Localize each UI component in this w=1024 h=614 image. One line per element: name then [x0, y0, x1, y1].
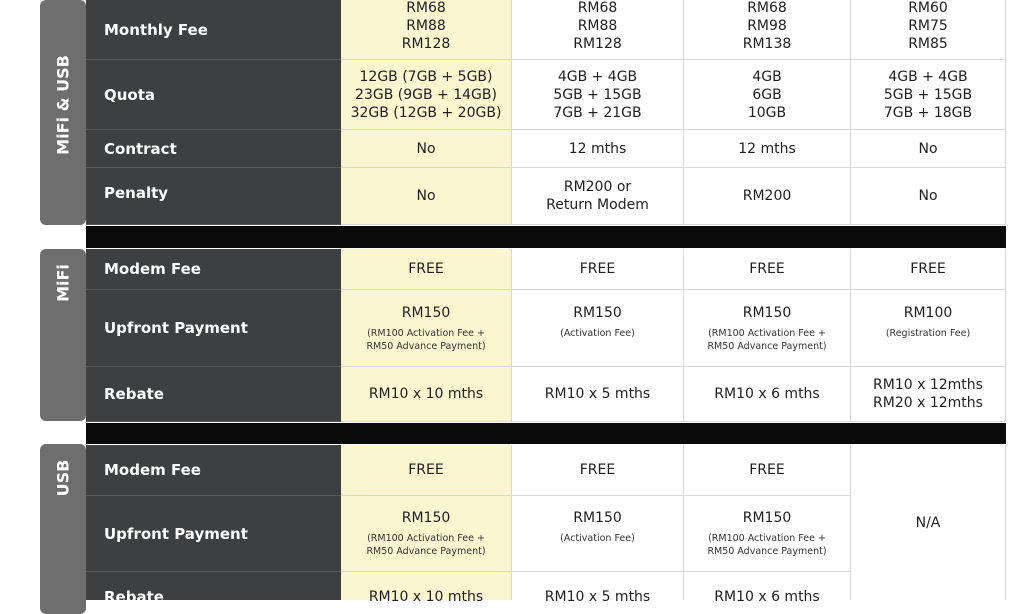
cell-line: RM150	[401, 304, 451, 321]
cell-line: FREE	[749, 261, 785, 277]
cell-line: RM10 x 6 mths	[714, 589, 820, 605]
cell-note	[707, 532, 826, 558]
cell-quota-plan1	[341, 60, 512, 130]
cell-note: (Registration Fee)	[885, 327, 971, 339]
row-label-rebate	[86, 367, 341, 422]
row-label-text: Upfront Payment	[104, 319, 248, 337]
cell-usb-rebate-plan3	[684, 572, 851, 605]
cell-usb-modem-fee-plan2	[512, 445, 684, 496]
cell-note: (Activation Fee)	[560, 327, 635, 339]
row-label-modem-fee	[86, 249, 341, 290]
cell-line: RM75	[908, 18, 948, 34]
section-tab-mifi-usb	[40, 0, 86, 225]
section-label-mifi: MiFi	[53, 264, 73, 302]
cell-upfront-plan3	[684, 290, 851, 367]
row-label-text: Monthly Fee	[104, 20, 208, 39]
cell-note	[366, 327, 485, 353]
cell-contract-plan3	[684, 130, 851, 168]
cell-quota-plan2	[512, 60, 684, 130]
cell-penalty-plan3	[684, 168, 851, 225]
cell-usb-modem-fee-plan1	[341, 445, 512, 496]
cell-line: RM10 x 10 mths	[368, 386, 484, 402]
cell-contract-plan4	[851, 130, 1006, 168]
cell-monthly-fee-plan4	[851, 0, 1006, 60]
row-label-penalty	[86, 168, 341, 225]
cell-line: RM68	[406, 0, 446, 16]
section-label-usb: USB	[53, 459, 73, 497]
row-label-quota	[86, 60, 341, 130]
row-label-text: Rebate	[104, 385, 164, 403]
cell-line: RM150	[401, 510, 451, 526]
cell-line: FREE	[910, 261, 946, 277]
cell-note-line: RM50 Advance Payment)	[366, 546, 486, 557]
cell-line: Return Modem	[546, 197, 649, 213]
row-label-text: Modem Fee	[104, 260, 201, 278]
row-label-usb-modem-fee	[86, 445, 341, 496]
cell-line: 4GB + 4GB	[888, 68, 968, 85]
row-label-upfront-payment	[86, 290, 341, 367]
cell-line: RM128	[401, 36, 451, 52]
cell-line: FREE	[749, 462, 785, 478]
cell-line: 10GB	[747, 104, 787, 121]
row-label-text: Contract	[104, 139, 177, 158]
cell-line: RM200	[742, 188, 792, 204]
cell-rebate-plan2	[512, 367, 684, 422]
section-divider	[86, 423, 1006, 444]
row-label-usb-upfront-payment	[86, 496, 341, 572]
cell-rebate-plan3	[684, 367, 851, 422]
cell-line: 32GB (12GB + 20GB)	[350, 104, 502, 121]
cell-line: RM20 x 12mths	[873, 395, 983, 411]
cell-note-line: (RM100 Activation Fee +	[367, 533, 485, 544]
row-label-text: Upfront Payment	[104, 524, 248, 543]
cell-modem-fee-plan4	[851, 249, 1006, 290]
section-tab-usb	[40, 444, 86, 614]
cell-line: FREE	[408, 462, 444, 478]
cell-upfront-plan2	[512, 290, 684, 367]
cell-line: RM100	[903, 304, 953, 321]
row-label-usb-rebate	[86, 572, 341, 606]
cell-line: 7GB + 21GB	[553, 104, 642, 121]
cell-line: RM10 x 10 mths	[368, 589, 484, 605]
section-divider	[86, 226, 1006, 248]
cell-usb-modem-fee-plan3	[684, 445, 851, 496]
cell-line: No	[416, 188, 436, 204]
cell-usb-rebate-plan1	[341, 572, 512, 605]
cell-upfront-plan4	[851, 290, 1006, 367]
cell-line: RM150	[742, 510, 792, 526]
cell-line: RM10 x 6 mths	[714, 386, 820, 402]
cell-line: RM68	[747, 0, 787, 16]
cell-usb-upfront-plan3	[684, 496, 851, 572]
row-label-contract	[86, 130, 341, 168]
cell-penalty-plan1	[341, 168, 512, 225]
cell-modem-fee-plan2	[512, 249, 684, 290]
cell-quota-plan3	[684, 60, 851, 130]
cell-penalty-plan2	[512, 168, 684, 225]
cell-line: No	[918, 188, 938, 204]
cell-note	[366, 532, 485, 558]
cell-usb-upfront-plan1	[341, 496, 512, 572]
cell-line: No	[416, 140, 436, 157]
cell-line: RM85	[908, 36, 948, 52]
cell-line: RM60	[908, 0, 948, 16]
cell-usb-plan4-na	[851, 445, 1006, 600]
cell-modem-fee-plan3	[684, 249, 851, 290]
cell-line: RM10 x 5 mths	[544, 386, 651, 402]
cell-line: 12 mths	[568, 140, 627, 157]
cell-line: 6GB	[752, 86, 782, 103]
cell-line: RM150	[573, 304, 622, 321]
cell-penalty-plan4	[851, 168, 1006, 225]
row-label-text: Modem Fee	[104, 461, 201, 479]
cell-line: RM150	[573, 510, 622, 526]
cell-line: 12 mths	[738, 140, 796, 157]
cell-contract-plan1	[341, 130, 512, 168]
cell-rebate-plan1	[341, 367, 512, 422]
cell-usb-rebate-plan2	[512, 572, 684, 605]
cell-line: FREE	[408, 261, 444, 277]
cell-quota-plan4	[851, 60, 1006, 130]
section-label-mifi-usb: MiFi & USB	[53, 55, 73, 155]
cell-monthly-fee-plan3	[684, 0, 851, 60]
cell-note-line: RM50 Advance Payment)	[707, 340, 827, 352]
cell-line: RM200 or	[563, 179, 632, 195]
row-label-text: Rebate	[104, 588, 164, 606]
cell-note: (Activation Fee)	[560, 533, 635, 544]
cell-note-line: (RM100 Activation Fee +	[367, 327, 485, 339]
row-label-monthly-fee	[86, 0, 341, 60]
cell-line: 23GB (9GB + 14GB)	[355, 86, 497, 103]
cell-usb-upfront-plan2	[512, 496, 684, 572]
cell-line: RM88	[577, 18, 618, 34]
cell-line: 5GB + 15GB	[883, 86, 973, 103]
cell-upfront-plan1	[341, 290, 512, 367]
cell-modem-fee-plan1	[341, 249, 512, 290]
section-tab-mifi	[40, 249, 86, 421]
cell-line: RM88	[406, 18, 446, 34]
row-label-text: Penalty	[104, 184, 169, 202]
cell-line: 5GB + 15GB	[553, 86, 642, 103]
cell-note	[707, 327, 826, 353]
cell-line: FREE	[579, 462, 616, 478]
cell-line: RM68	[577, 0, 618, 16]
cell-line: RM10 x 5 mths	[544, 589, 651, 605]
cell-note-line: (RM100 Activation Fee +	[708, 327, 826, 339]
cell-line: No	[918, 140, 938, 157]
cell-note-line: RM50 Advance Payment)	[707, 546, 827, 557]
cell-line: RM150	[742, 304, 792, 321]
cell-line: RM10 x 12mths	[873, 377, 983, 393]
cell-note-line: RM50 Advance Payment)	[366, 340, 486, 352]
cell-line: 7GB + 18GB	[883, 104, 973, 121]
cell-monthly-fee-plan1	[341, 0, 512, 60]
cell-monthly-fee-plan2	[512, 0, 684, 60]
row-label-text: Quota	[104, 85, 156, 104]
cell-rebate-plan4	[851, 367, 1006, 422]
cell-line: N/A	[915, 514, 941, 531]
cell-line: RM98	[747, 18, 787, 34]
cell-line: RM128	[573, 36, 622, 52]
cell-note-line: (RM100 Activation Fee +	[708, 533, 826, 544]
cell-line: 4GB	[752, 68, 782, 85]
cell-line: RM138	[742, 36, 792, 52]
cell-line: 4GB + 4GB	[557, 68, 638, 85]
cell-line: 12GB (7GB + 5GB)	[359, 68, 493, 85]
cell-contract-plan2	[512, 130, 684, 168]
cell-line: FREE	[579, 261, 616, 277]
